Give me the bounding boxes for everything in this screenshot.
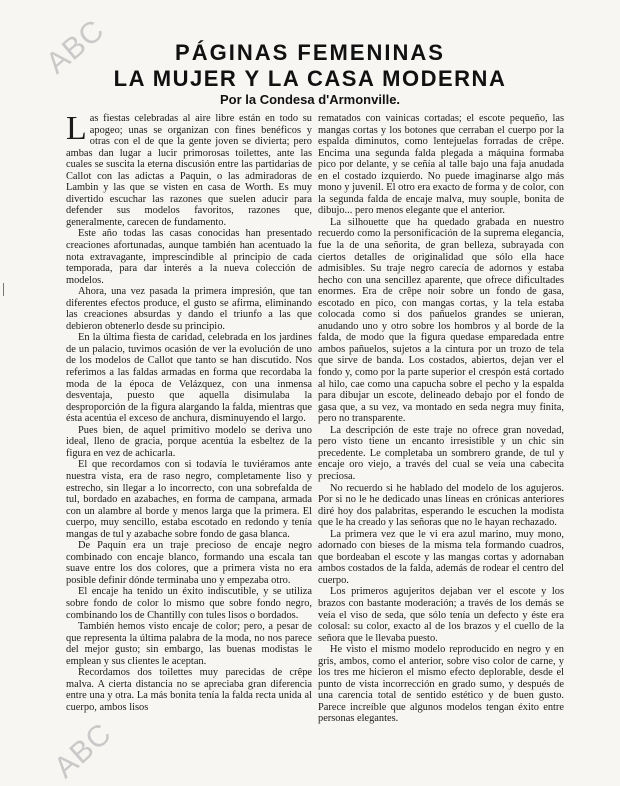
article-paragraph <box>318 529 564 587</box>
paragraph-text: En la última fiesta de caridad, celebrada en los jardines de un palacio, tuvimos ocasión de ver la evolución de uno de los modelos de Callot que tanto se han discutido. Nos referimos a las faldas armadas en forma que recordaba la moda de la época de Velázquez, con una inmensa desventaja, puesto que aquella disimulaba la desproporción de la figura alargando la falda, mientras que ésta acentúa el exceso de anchura, disminuyendo el largo. <box>66 332 312 425</box>
paragraph-text: La primera vez que le vi era azul marino, muy mono, adornado con bieses de la misma tela formando cuadros, que bordeaban el escote y las mangas cortas y adornaban ambos costados de la falda, además de rodear el centro del cuerpo. <box>318 528 564 586</box>
section-title: PÁGINAS FEMENINAS <box>175 40 445 65</box>
paragraph-text: El encaje ha tenido un éxito indiscutible, y se utiliza sobre fondo de color lo mismo que sobre fondo negro, combinando los de Chantilly con tules lisos o bordados. <box>66 586 312 621</box>
article-title: LA MUJER Y LA CASA MODERNA <box>113 66 507 91</box>
article-paragraph <box>318 217 564 425</box>
article-paragraph <box>66 586 312 621</box>
paragraph-text: Este año todas las casas conocidas han presentado creaciones afortunadas, aunque también han acentuado la nota extravagante, imprescindible al principio de cada temporada, para dar interés a la nueva colección de modelos. <box>66 228 312 286</box>
paragraph-text: La silhouette que ha quedado grabada en nuestro recuerdo como la personificación de la suprema elegancia, fue la de una señorita, de gran belleza, subrayada con ciertos detalles de originalidad que sólo ella hace admisibles. Su traje negro carecía de adornos y estaba hecho con una sencillez aparente, que ofrece dificultades enormes. Era de crêpe noir sobre un fondo de gasa, escotado en pico, con mangas cortas, y la tela estaba colocada como si dos pañuelos grandes se unieran, anudando uno y otro sobre los hombros y al borde de la falda, de modo que la figura quedase emparedada entre ambos pañuelos, sujetos a la cintura por un trozo de tela que sirve de banda. Los costados, abiertos, dejan ver el fondo y, como por la parte superior el crespón está cortado al hilo, cae como una capucha sobre el pecho y la espalda para dibujar un escote, delineado debajo por el fondo de gasa que, a su vez, va montado en seda negra muy finita, pero no transparente. <box>318 216 564 425</box>
paragraph-text: También hemos visto encaje de color; pero, a pesar de que representa la última palabra de la moda, no nos parece del mejor gusto; sin embargo, las buenas modistas le emplean y sus clientes le aceptan. <box>66 621 312 667</box>
article-byline: Por la Condesa d'Armonville. <box>219 92 401 107</box>
article-paragraph <box>66 459 312 540</box>
abc-watermark-top: ABC <box>40 13 111 81</box>
article-paragraph <box>66 286 312 332</box>
article-paragraph <box>318 483 564 529</box>
left-column <box>66 113 312 775</box>
article-paragraph <box>318 113 564 217</box>
article-paragraph <box>66 332 312 424</box>
paragraph-text: Los primeros agujeritos dejaban ver el escote y los brazos con bastante moderación; a través de los demás se veía el viso de seda, que sólo tenía un defecto y éste era colosal: su color, exacto al de los brazos y el cuello de la señora que le llevaba puesto. <box>318 586 564 644</box>
article-paragraph <box>66 228 312 286</box>
paragraph-text: La descripción de este traje no ofrece gran novedad, pero visto tiene un encanto irresistible y un chic sin precedente. Le completaba un sombrero grande, de tul y encaje oro viejo, a través del cual se veía una cabecita preciosa. <box>318 424 564 482</box>
article-paragraph <box>66 667 312 713</box>
paragraph-text: rematados con vainicas cortadas; el escote pequeño, las mangas cortas y los botones que cerraban el cuerpo por la espalda diminutos, como lentejuelas forradas de crêpe. Encima una segunda falda plegada a máquina formaba pico por delante, y se ceñía al talle bajo una faja anudada en el costado izquierdo. No puede imaginarse algo más mono y juvenil. El otro era exacto de forma y de color, con la segunda falda de encaje malva, muy souple, bonita de dibujo... pero menos elegante que el anterior. <box>318 113 564 217</box>
article-paragraph <box>66 621 312 667</box>
paragraph-text: Ahora, una vez pasada la primera impresión, que tan diferentes efectos produce, el gusto se afirma, eliminando las creaciones absurdas y dando el triunfo a las que debieron obtenerlo desde su principio. <box>66 286 312 332</box>
abc-watermark-bottom: ABC <box>48 716 119 785</box>
article-paragraph <box>318 425 564 483</box>
paragraph-text: Recordamos dos toilettes muy parecidas de crêpe malva. A cierta distancia no se apreciaba gran diferencia entre una y otra. La más bonita tenía la falda recta unida al cuerpo, ambos lisos <box>66 667 312 713</box>
paragraph-text: as fiestas celebradas al aire libre están en todo su apogeo; unas se organizan con fines benéficos y otras con el de que la gente joven se divierta; pero ambas dan lugar a lucir primorosas toilettes, ante las cuales se suscita la eterna discusión entre las partidarias de Callot con las adictas a Paquin, o las admiradoras de Lambin y las que se visten en casa de Worth. Es muy divertido escuchar las razones que suelen aducir para defender sus modelos favoritos, razones que, generalmente, carecen de fundamento. <box>66 113 312 228</box>
article-paragraph <box>318 586 564 644</box>
paragraph-text: De Paquín era un traje precioso de encaje negro combinado con encaje blanco, formando una escala tan suave entre los dos colores, que a primera vista no era posible definir dónde terminaba uno y empezaba otro. <box>66 540 312 586</box>
article-paragraph <box>66 113 312 228</box>
drop-cap: L <box>66 113 87 147</box>
paragraph-text: Pues bien, de aquel primitivo modelo se deriva uno ideal, lleno de gracia, porque acentúa la esbeltez de la figura en vez de achicarla. <box>66 424 312 459</box>
paragraph-text: No recuerdo si he hablado del modelo de los agujeros. Por si no le he dedicado unas líneas en crónicas anteriores diré hoy dos palabritas, esperando le escuchen la modista que le ha creado y las señoras que no le hayan rechazado. <box>318 482 564 529</box>
article-paragraph <box>66 425 312 460</box>
paragraph-text: El que recordamos con si todavía le tuviéramos ante nuestra vista, era de raso negro, completamente liso y estrecho, sin llegar a lo incorrecto, con una sobrefalda de tul, bordado en azabaches, en forma de campana, armada con un alambre al borde y menos larga que la primera. El cuerpo, muy sencillo, estaba escotado en redondo y tenía mangas de tul y azabache sobre fondo de gasa blanca. <box>66 459 312 540</box>
right-column <box>318 113 564 775</box>
margin-mark <box>3 283 4 296</box>
article-paragraph <box>66 540 312 586</box>
paragraph-text: He visto el mismo modelo reproducido en negro y en gris, ambos, como el anterior, sobre viso color de carne, y los tres me hicieron el mismo efecto deplorable, desde el punto de vista incorrección en grado sumo, y después de una carencia total de sentido estético y de buen gusto. Parece increíble que algunos modelos tengan éxito entre personas elegantes. <box>318 644 564 725</box>
article-paragraph <box>318 644 564 725</box>
